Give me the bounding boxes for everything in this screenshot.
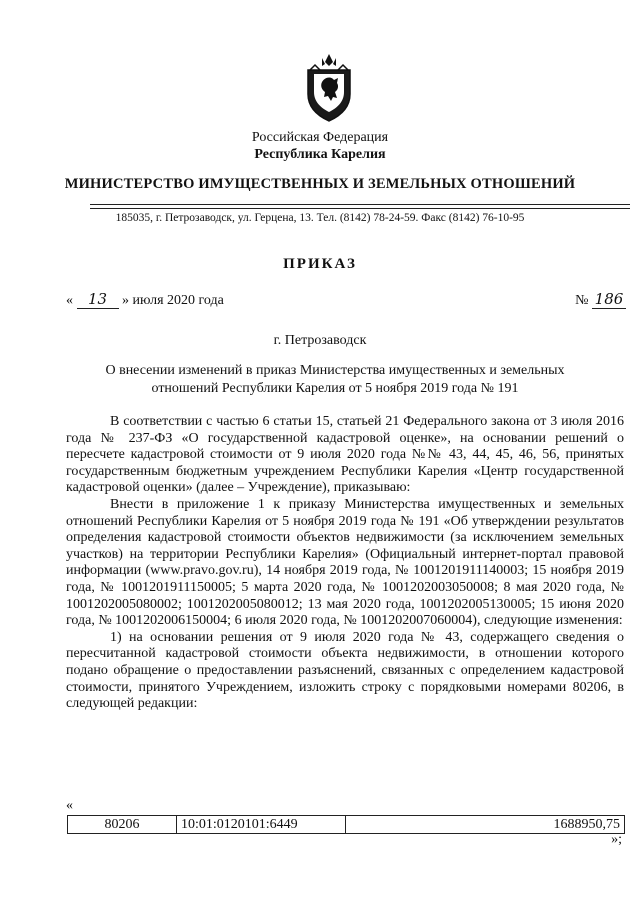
table-quote-open: «	[66, 798, 73, 813]
table-quote-close: »;	[611, 832, 622, 847]
header-divider-thin	[90, 208, 630, 209]
date-day-handwritten: 13	[77, 290, 119, 309]
cadastral-number-cell: 10:01:0120101:6449	[177, 816, 346, 834]
order-body	[66, 414, 624, 713]
country-name: Российская Федерация	[251, 130, 389, 145]
number-handwritten: 186	[592, 290, 626, 309]
date-month-year: » июля 2020 года	[122, 293, 224, 308]
number-prefix: №	[575, 293, 589, 308]
header-divider	[90, 204, 630, 205]
cadastral-table	[67, 815, 625, 834]
ministry-address: 185035, г. Петрозаводск, ул. Герцена, 13. Тел. (8142) 78-24-59. Факс (8142) 76-10-95	[115, 212, 525, 224]
coat-of-arms-emblem	[300, 52, 358, 124]
city-name: г. Петрозаводск	[273, 333, 367, 348]
body-paragraph-3: 1) на основании решения от 9 июля 2020 года № 43, содержащего сведения о пересчитанной кадастровой стоимости объекта недвижимости, в отношении которого подано обращение о предоставлении разъяснений, связанных с определением кадастровой стоимости, принятого Учреждением, изложить строку с порядковыми номерами 80206, в следующей редакции:	[66, 629, 624, 712]
cadastral-value-cell: 1688950,75	[346, 816, 625, 834]
document-type: ПРИКАЗ	[283, 256, 357, 272]
body-paragraph-1: В соответствии с частью 6 статьи 15, статьей 21 Федерального закона от 3 июля 2016 года № 237-ФЗ «О государственной кадастровой оценке», на основании решений о пересчете кадастровой стоимости от 9 июля 2020 года №№ 43, 44, 45, 46, 56, принятых государственным бюджетным учреждением Республики Карелия «Центр государственной кадастровой оценки» (далее – Учреждение), приказываю:	[66, 414, 624, 496]
order-date	[66, 290, 224, 309]
row-number-cell: 80206	[68, 816, 177, 834]
order-subject: О внесении изменений в приказ Министерства имущественных и земельных отношений Республики Карелия от 5 ноября 2019 года № 191	[105, 363, 565, 396]
date-quote-open: «	[66, 293, 73, 308]
table-row	[68, 816, 625, 834]
ministry-name: МИНИСТЕРСТВО ИМУЩЕСТВЕННЫХ И ЗЕМЕЛЬНЫХ ОТНОШЕНИЙ	[64, 176, 576, 192]
republic-name: Республика Карелия	[254, 147, 386, 162]
order-number	[575, 290, 626, 309]
body-paragraph-2: Внести в приложение 1 к приказу Министерства имущественных и земельных отношений Республики Карелия от 5 ноября 2019 года № 191 «Об утверждении результатов определения кадастровой стоимости объектов недвижимости (за исключением земельных участков) на территории Республики Карелия» (Официальный интернет-портал правовой информации (www.pravo.gov.ru), 14 ноября 2019 года, № 1001201911140003; 15 ноября 2019 года, № 1001201911150005; 5 марта 2020 года, № 1001202003050008; 8 мая 2020 года, № 1001202005080002; 1001202005080012; 13 мая 2020 года, 1001202005130005; 15 июня 2020 года, № 1001202006150004; 6 июля 2020 года, № 1001202007060004), следующие изменения:	[66, 496, 624, 629]
